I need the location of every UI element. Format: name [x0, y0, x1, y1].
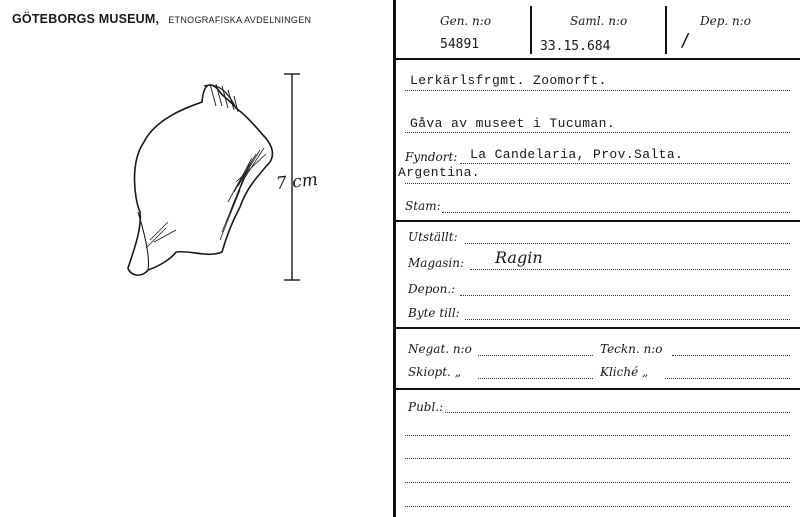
department-name: ETNOGRAFISKA AVDELNINGEN [168, 15, 312, 25]
dotted-line [465, 319, 790, 320]
section-rule [396, 327, 800, 329]
dotted-line [405, 506, 790, 507]
dotted-line [405, 482, 790, 483]
section-rule [396, 388, 800, 390]
fyndort-value: La Candelaria, Prov.Salta. [470, 147, 684, 162]
byte-label: Byte till: [408, 306, 460, 320]
dotted-line [405, 458, 790, 459]
object-description: Lerkärlsfrgmt. Zoomorft. [410, 73, 607, 88]
dotted-line [442, 212, 790, 213]
dep-label: Dep. n:o [700, 14, 752, 28]
card-header [12, 8, 311, 27]
skiopt-label: Skiopt. „ [408, 365, 461, 379]
publ-label: Publ.: [408, 400, 444, 414]
gen-label: Gen. n:o [440, 14, 492, 28]
depon-label: Depon.: [408, 282, 456, 296]
dotted-line [665, 378, 790, 379]
utstallt-label: Utställt: [408, 230, 458, 244]
gen-value: 54891 [440, 37, 480, 52]
dotted-line [478, 378, 593, 379]
fyndort-value-2: Argentina. [398, 165, 481, 180]
dotted-line [478, 355, 593, 356]
dotted-line [405, 90, 790, 91]
magasin-label: Magasin: [408, 256, 465, 270]
column-divider [665, 6, 667, 54]
dotted-line [405, 132, 790, 133]
provenance: Gåva av museet i Tucuman. [410, 116, 616, 131]
column-divider [530, 6, 532, 54]
dotted-line [405, 183, 790, 184]
dep-value: / [680, 30, 691, 51]
vertical-divider [393, 0, 396, 517]
dotted-line [672, 355, 790, 356]
saml-label: Saml. n:o [570, 14, 628, 28]
magasin-value: Ragin [495, 248, 543, 267]
dotted-line [465, 243, 790, 244]
section-rule [396, 220, 800, 222]
dotted-line [405, 435, 790, 436]
dotted-line [445, 412, 790, 413]
museum-name: GÖTEBORGS MUSEUM, [12, 12, 160, 26]
header-rule [396, 58, 800, 60]
scale-label: 7 cm [275, 169, 319, 195]
kliche-label: Kliché „ [600, 365, 649, 379]
negat-label: Negat. n:o [408, 342, 472, 356]
fyndort-label: Fyndort: [405, 150, 458, 164]
saml-value: 33.15.684 [540, 39, 611, 54]
dotted-line [470, 269, 790, 270]
dotted-line [460, 163, 790, 164]
teckn-label: Teckn. n:o [600, 342, 663, 356]
stam-label: Stam: [405, 199, 441, 213]
dotted-line [460, 295, 790, 296]
